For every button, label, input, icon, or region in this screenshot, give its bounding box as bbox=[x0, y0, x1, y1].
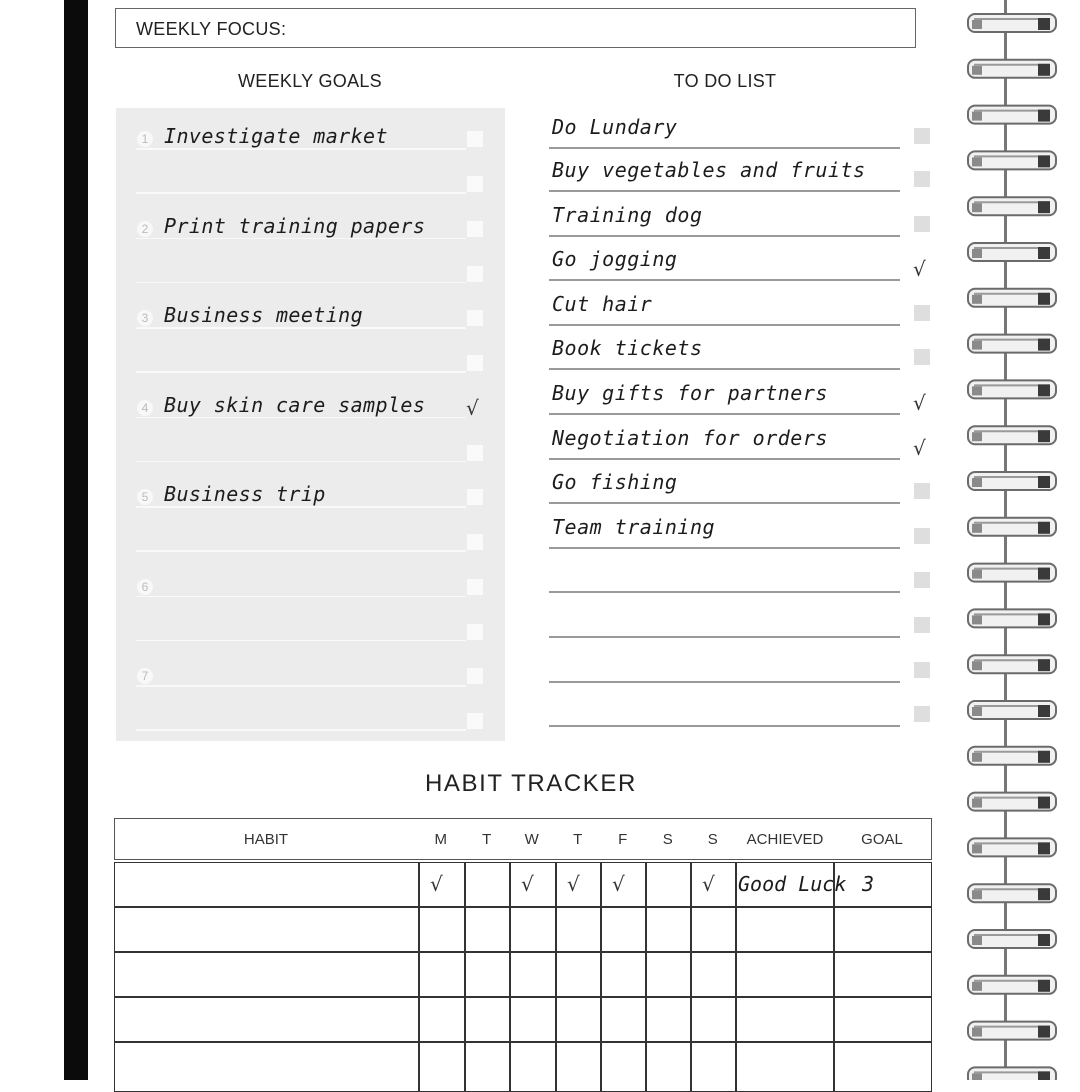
todo-item-text: Buy gifts for partners bbox=[552, 381, 828, 405]
goal-checkbox[interactable] bbox=[467, 176, 483, 192]
spiral-ring bbox=[968, 701, 1056, 719]
habit-column-line bbox=[690, 862, 692, 1092]
todo-item-text: Book tickets bbox=[552, 336, 703, 360]
check-mark-icon: √ bbox=[702, 872, 715, 896]
todo-item-text: Do Lundary bbox=[552, 115, 678, 139]
todo-checkbox[interactable] bbox=[914, 483, 930, 499]
goal-writing-line bbox=[136, 282, 466, 284]
check-mark-icon: √ bbox=[913, 391, 926, 415]
habit-column-line bbox=[555, 862, 557, 1092]
spiral-ring bbox=[968, 14, 1056, 32]
spiral-ring bbox=[968, 930, 1056, 948]
todo-list-heading: TO DO LIST bbox=[673, 71, 777, 91]
todo-item-text: Negotiation for orders bbox=[552, 426, 828, 450]
goal-checkbox[interactable] bbox=[467, 310, 483, 326]
spiral-ring bbox=[968, 838, 1056, 856]
spiral-rings bbox=[960, 0, 1080, 1080]
spiral-ring bbox=[968, 884, 1056, 902]
todo-checkbox[interactable] bbox=[914, 305, 930, 321]
check-mark-icon: √ bbox=[521, 872, 534, 896]
spiral-ring bbox=[968, 793, 1056, 811]
spiral-ring bbox=[968, 518, 1056, 536]
goal-text: Buy skin care samples bbox=[164, 392, 426, 417]
goal-writing-line bbox=[136, 596, 466, 598]
todo-checkbox[interactable] bbox=[914, 706, 930, 722]
check-mark-icon: √ bbox=[913, 257, 926, 281]
spiral-ring bbox=[968, 60, 1056, 78]
check-mark-icon: √ bbox=[430, 872, 443, 896]
todo-checkbox[interactable] bbox=[914, 662, 930, 678]
habit-column-line bbox=[600, 862, 602, 1092]
todo-writing-line bbox=[549, 413, 900, 415]
goal-number: 4 bbox=[137, 400, 153, 416]
goal-writing-line bbox=[136, 640, 466, 642]
goal-checkbox[interactable] bbox=[467, 131, 483, 147]
spiral-ring bbox=[968, 564, 1056, 582]
habit-row-line bbox=[114, 906, 932, 908]
habit-tracker-title: HABIT TRACKER bbox=[425, 770, 637, 797]
goal-number: 6 bbox=[137, 579, 153, 595]
check-mark-icon: √ bbox=[612, 872, 625, 896]
goal-writing-line bbox=[136, 192, 466, 194]
todo-writing-line bbox=[549, 190, 900, 192]
goal-number: 3 bbox=[137, 310, 153, 326]
todo-writing-line bbox=[549, 147, 900, 149]
achieved-column-header: ACHIEVED bbox=[746, 831, 824, 848]
spiral-ring bbox=[968, 976, 1056, 994]
goal-writing-line bbox=[136, 417, 466, 419]
todo-checkbox[interactable] bbox=[914, 572, 930, 588]
todo-writing-line bbox=[549, 502, 900, 504]
habit-column-line bbox=[645, 862, 647, 1092]
todo-checkbox[interactable] bbox=[914, 128, 930, 144]
goal-writing-line bbox=[136, 148, 466, 150]
goal-checkbox[interactable] bbox=[467, 579, 483, 595]
goal-text: Business meeting bbox=[164, 303, 364, 327]
todo-item-text: Cut hair bbox=[552, 292, 653, 316]
spiral-ring bbox=[968, 151, 1056, 169]
todo-writing-line bbox=[549, 591, 900, 593]
todo-item-text: Training dog bbox=[552, 203, 703, 227]
day-column-header: T bbox=[573, 831, 583, 848]
habit-tracker-grid bbox=[114, 862, 932, 1092]
goal-text: Print training papers bbox=[164, 213, 426, 238]
goal-writing-line bbox=[136, 506, 466, 508]
todo-checkbox[interactable] bbox=[914, 171, 930, 187]
goal-writing-line bbox=[136, 238, 466, 240]
spiral-ring bbox=[968, 335, 1056, 353]
goal-number: 2 bbox=[137, 221, 153, 237]
spiral-ring bbox=[968, 655, 1056, 673]
weekly-focus-label: WEEKLY FOCUS: bbox=[136, 19, 287, 39]
todo-checkbox[interactable] bbox=[914, 216, 930, 232]
todo-checkbox[interactable] bbox=[914, 617, 930, 633]
goal-number: 7 bbox=[137, 668, 153, 684]
check-mark-icon: √ bbox=[466, 395, 479, 420]
todo-writing-line bbox=[549, 636, 900, 638]
check-mark-icon: √ bbox=[913, 436, 926, 460]
todo-writing-line bbox=[549, 725, 900, 727]
goal-checkbox[interactable] bbox=[467, 713, 483, 729]
habit-column-line bbox=[735, 862, 737, 1092]
todo-writing-line bbox=[549, 547, 900, 549]
goal-writing-line bbox=[136, 729, 466, 731]
spiral-ring bbox=[968, 1022, 1056, 1040]
achieved-value: Good Luck bbox=[738, 872, 847, 896]
habit-row-line bbox=[114, 951, 932, 953]
day-column-header: T bbox=[482, 831, 492, 848]
habit-row-line bbox=[114, 996, 932, 998]
todo-writing-line bbox=[549, 458, 900, 460]
todo-writing-line bbox=[549, 681, 900, 683]
goal-text: Business trip bbox=[164, 482, 326, 506]
spiral-ring bbox=[968, 1067, 1056, 1080]
spiral-ring bbox=[968, 426, 1056, 444]
weekly-goals-panel bbox=[116, 108, 505, 741]
weekly-focus-box bbox=[115, 8, 916, 48]
goal-checkbox[interactable] bbox=[467, 445, 483, 461]
goal-checkbox[interactable] bbox=[467, 624, 483, 640]
check-mark-icon: √ bbox=[567, 872, 580, 896]
habit-column-line bbox=[833, 862, 835, 1092]
goal-writing-line bbox=[136, 461, 466, 463]
spiral-ring bbox=[968, 747, 1056, 765]
goal-checkbox[interactable] bbox=[467, 355, 483, 371]
spiral-ring bbox=[968, 106, 1056, 124]
goal-checkbox[interactable] bbox=[467, 668, 483, 684]
spiral-binding bbox=[960, 0, 1080, 1080]
day-column-header: W bbox=[524, 831, 539, 848]
todo-writing-line bbox=[549, 279, 900, 281]
goal-checkbox[interactable] bbox=[467, 221, 483, 237]
goal-checkbox[interactable] bbox=[467, 489, 483, 505]
notebook-cover-edge bbox=[64, 0, 88, 1080]
goal-number: 5 bbox=[137, 489, 153, 505]
goal-text: Investigate market bbox=[164, 124, 388, 148]
habit-column-header: HABIT bbox=[243, 831, 289, 848]
day-column-header: M bbox=[434, 831, 447, 848]
todo-item-text: Go jogging bbox=[552, 247, 678, 271]
goal-number: 1 bbox=[137, 131, 153, 147]
goal-writing-line bbox=[136, 371, 466, 373]
goal-writing-line bbox=[136, 550, 466, 552]
todo-checkbox[interactable] bbox=[914, 349, 930, 365]
todo-item-text: Team training bbox=[552, 515, 716, 539]
spiral-ring bbox=[968, 243, 1056, 261]
spiral-ring bbox=[968, 197, 1056, 215]
todo-item-text: Buy vegetables and fruits bbox=[552, 158, 866, 182]
goal-checkbox[interactable] bbox=[467, 266, 483, 282]
spiral-ring bbox=[968, 609, 1056, 627]
todo-writing-line bbox=[549, 324, 900, 326]
spiral-ring bbox=[968, 289, 1056, 307]
goal-value: 3 bbox=[862, 872, 875, 896]
goal-writing-line bbox=[136, 327, 466, 329]
todo-checkbox[interactable] bbox=[914, 528, 930, 544]
spiral-ring bbox=[968, 380, 1056, 398]
goal-writing-line bbox=[136, 685, 466, 687]
day-column-header: S bbox=[662, 831, 673, 848]
habit-column-line bbox=[509, 862, 511, 1092]
todo-item-text: Go fishing bbox=[552, 470, 678, 494]
habit-column-line bbox=[418, 862, 420, 1092]
habit-row-line bbox=[114, 1041, 932, 1043]
todo-writing-line bbox=[549, 368, 900, 370]
day-column-header: S bbox=[707, 831, 718, 848]
day-column-header: F bbox=[618, 831, 628, 848]
todo-writing-line bbox=[549, 235, 900, 237]
spiral-ring bbox=[968, 472, 1056, 490]
goal-checkbox[interactable] bbox=[467, 534, 483, 550]
goal-column-header: GOAL bbox=[861, 831, 903, 848]
habit-column-line bbox=[464, 862, 466, 1092]
weekly-goals-heading: WEEKLY GOALS bbox=[238, 71, 382, 91]
